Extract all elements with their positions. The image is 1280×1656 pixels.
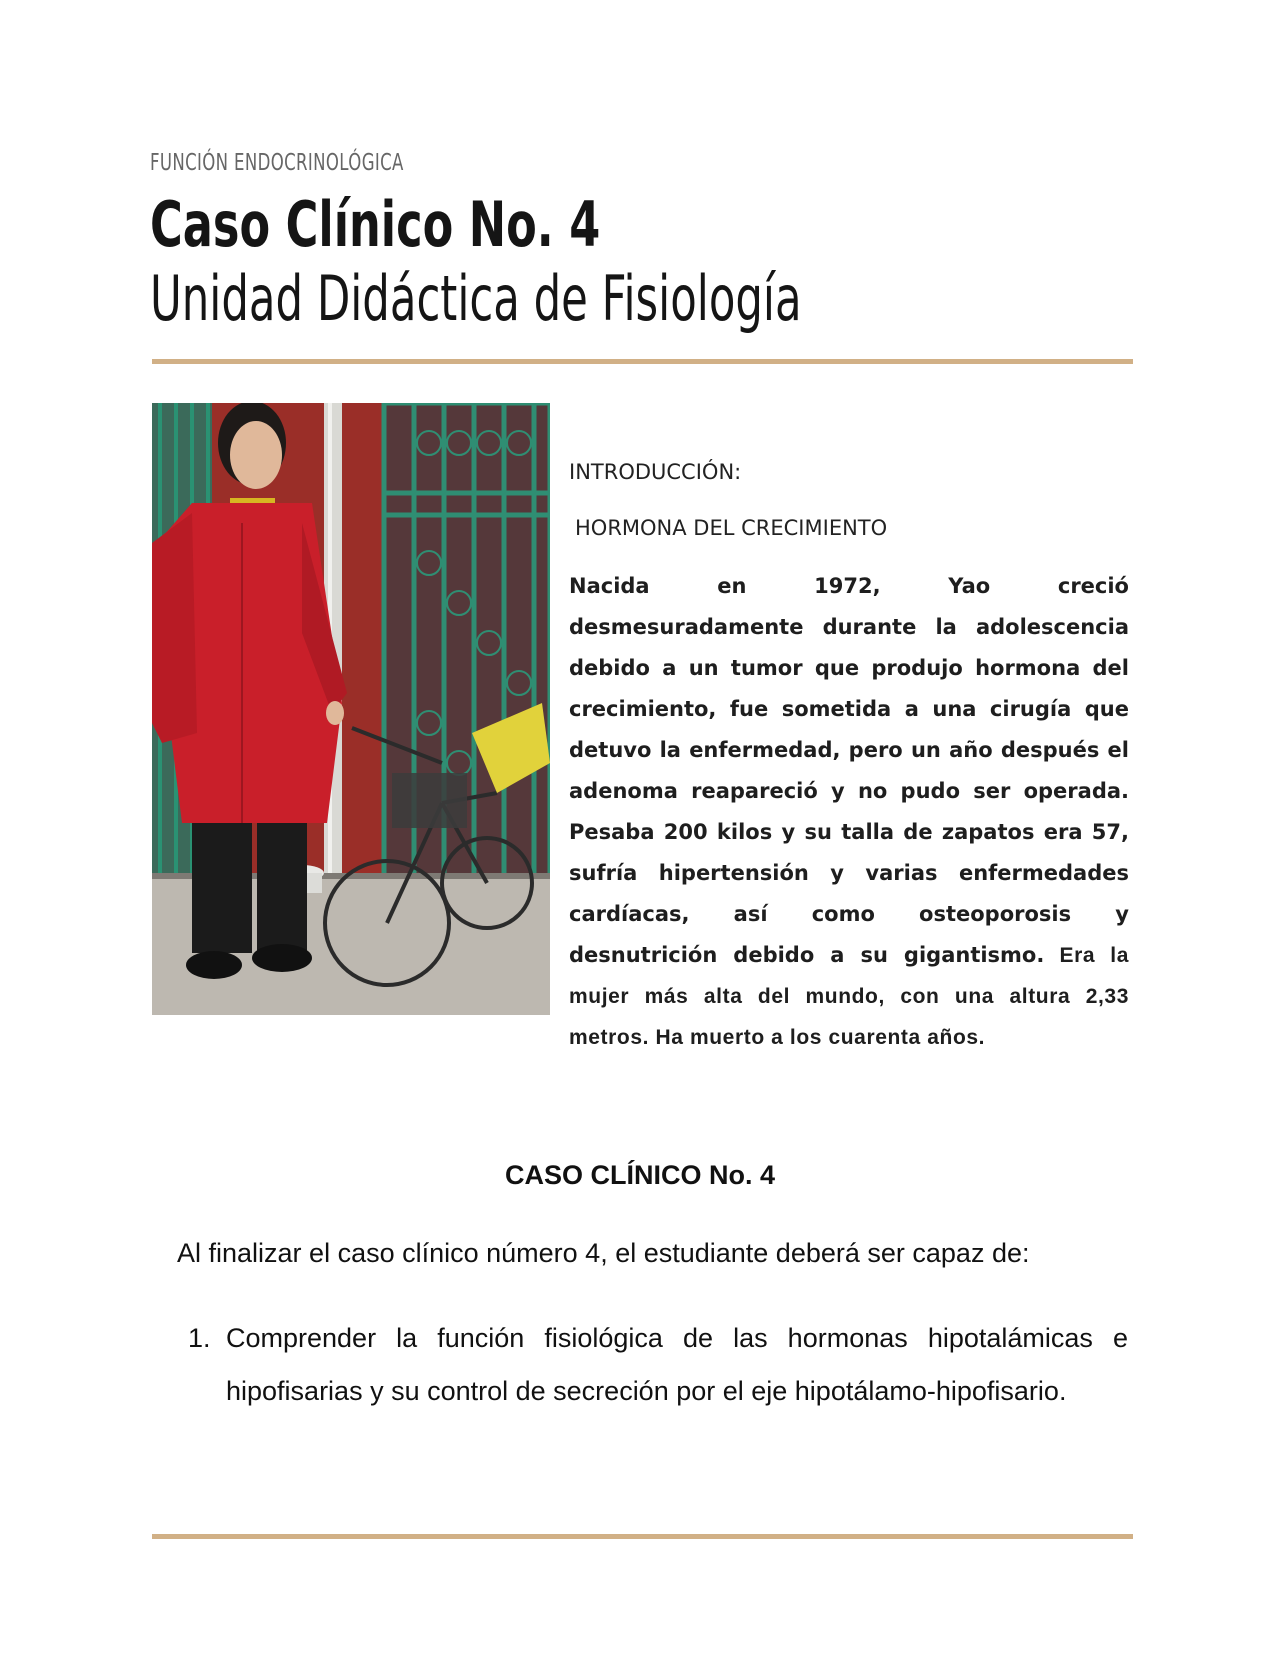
document-subtitle: Unidad Didáctica de Fisiología: [150, 262, 802, 335]
document-category: FUNCIÓN ENDOCRINOLÓGICA: [150, 150, 404, 176]
bottom-divider: [152, 1534, 1133, 1539]
objective-text: Comprender la función fisiológica de las hormonas hipotalámicas e hipofisarias y su control de secreción por el eje hipotálamo-hipofisario.: [226, 1323, 1128, 1406]
objective-list-item: [188, 1312, 1128, 1418]
introduction-heading: INTRODUCCIÓN:: [569, 460, 742, 484]
document-title: Caso Clínico No. 4: [150, 188, 601, 261]
introduction-section: [569, 460, 1129, 1058]
introduction-paragraph-tail: Era la mujer más alta del mundo, con una altura 2,33 metros. Ha muerto a los cuarenta años.: [569, 944, 1129, 1049]
introduction-subheading: HORMONA DEL CRECIMIENTO: [575, 516, 888, 540]
case-photo: [152, 403, 550, 1015]
case-heading: CASO CLÍNICO No. 4: [504, 1160, 775, 1190]
case-lead-text: Al finalizar el caso clínico número 4, el estudiante deberá ser capaz de:: [177, 1238, 1030, 1268]
introduction-paragraph: [569, 566, 1129, 1058]
objective-number: 1.: [188, 1323, 211, 1353]
introduction-paragraph-main: Nacida en 1972, Yao creció desmesuradamente durante la adolescencia debido a un tumor que produjo hormona del crecimiento, fue sometida a una cirugía que detuvo la enfermedad, pero un año después el adenoma reapareció y no pudo ser operada. Pesaba 200 kilos y su talla de zapatos era 57, sufría hipertensión y varias enfermedades cardíacas, así como osteoporosis y desnutrición debido a su gigantismo.: [569, 574, 1129, 967]
top-divider: [152, 359, 1133, 364]
